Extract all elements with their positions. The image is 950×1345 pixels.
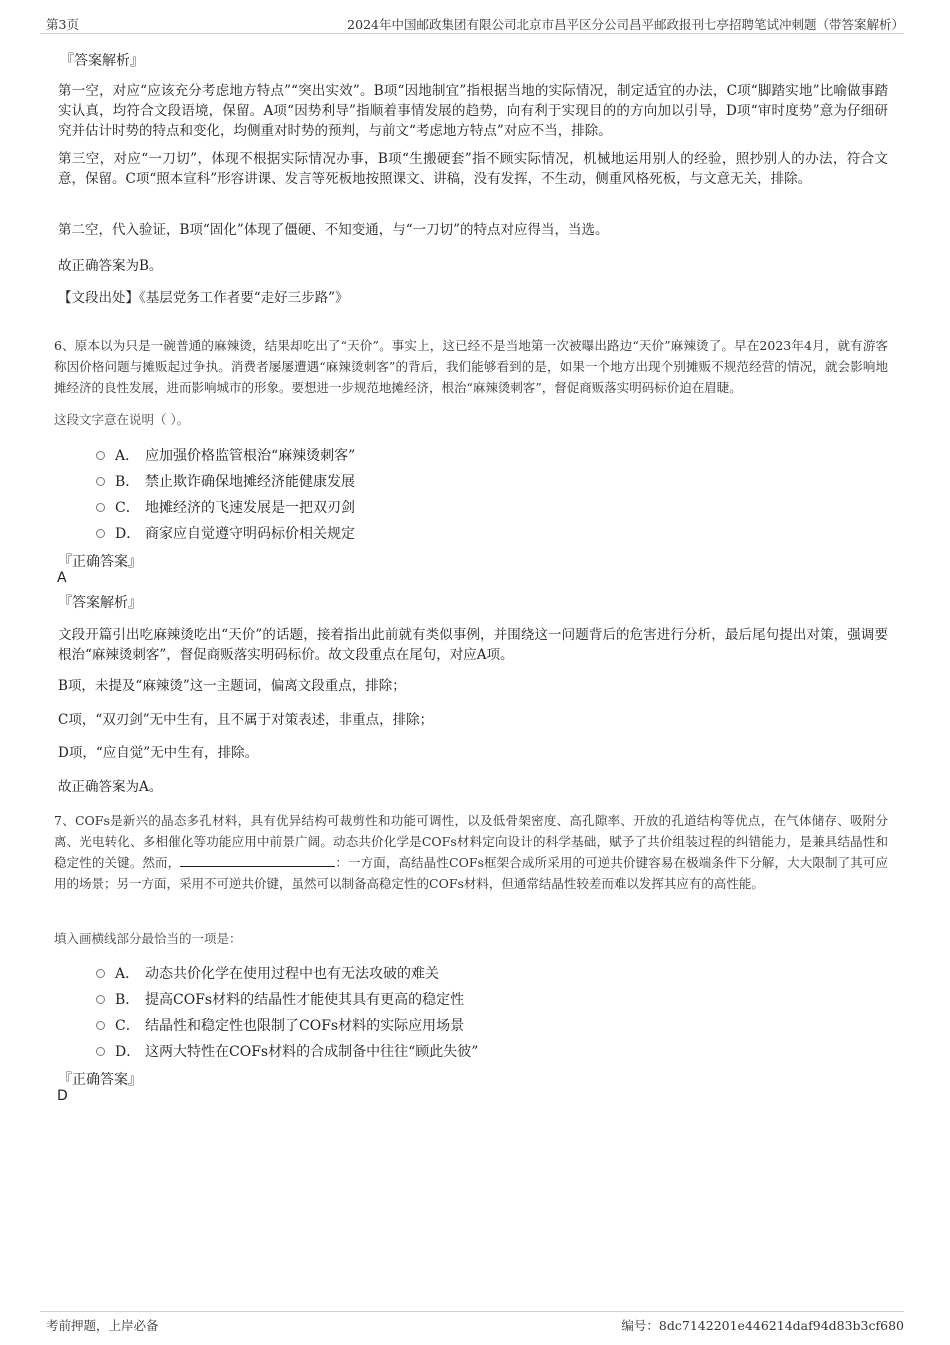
q6-analysis-label: 『答案解析』 [58, 595, 142, 611]
radio-icon[interactable] [96, 529, 105, 538]
q5-analysis-paragraph-1: 第一空，对应“应该充分考虑地方特点”“突出实效”。B项“因地制宜”指根据当地的实际情况，制定适宜的办法，C项“脚踏实地”比喻做事踏实认真，均符合文段语境，保留。A项“因势利导”指顺着事情发展的趋势，向有利于实现目的的方向加以引导，D项“审时度势”意为仔细研究并估计时势的特点和变化，均侧重对时势的预判，与前文“考虑地方特点”对应不当，排除。 [58, 83, 888, 139]
option-letter: B． [115, 474, 140, 490]
option-letter: C． [115, 1018, 140, 1034]
radio-icon[interactable] [96, 477, 105, 486]
radio-icon[interactable] [96, 1021, 105, 1030]
q7-answer-label: 『正确答案』 [58, 1072, 142, 1088]
q6-option-d[interactable] [96, 523, 355, 543]
q6-answer: A [57, 570, 67, 586]
footer-slogan: 考前押题，上岸必备 [46, 1318, 159, 1333]
option-text: 动态共价化学在使用过程中也有无法攻破的难关 [145, 966, 439, 982]
document-title: 2024年中国邮政集团有限公司北京市昌平区分公司昌平邮政报刊七亭招聘笔试冲刺题（带答案解析） [347, 17, 904, 32]
option-text: 禁止欺诈确保地摊经济能健康发展 [145, 474, 355, 490]
q5-conclusion: 故正确答案为B。 [58, 258, 163, 274]
q7-option-d[interactable] [96, 1041, 478, 1061]
q7-answer-blank [180, 853, 335, 867]
radio-icon[interactable] [96, 451, 105, 460]
q6-option-c[interactable] [96, 497, 355, 517]
q7-option-c[interactable] [96, 1015, 464, 1035]
q6-conclusion: 故正确答案为A。 [58, 779, 163, 795]
radio-icon[interactable] [96, 1047, 105, 1056]
q5-analysis-paragraph-3: 第二空，代入验证，B项“固化”体现了僵硬、不知变通，与“一刀切”的特点对应得当，当选。 [58, 222, 609, 238]
option-letter: C． [115, 500, 140, 516]
q6-analysis-paragraph-2: B项，未提及“麻辣烫”这一主题词，偏离文段重点，排除； [58, 678, 406, 694]
option-letter: D． [115, 526, 141, 542]
q6-answer-label: 『正确答案』 [58, 554, 142, 570]
q6-option-a[interactable] [96, 445, 355, 465]
radio-icon[interactable] [96, 969, 105, 978]
option-letter: D． [115, 1044, 141, 1060]
q5-analysis-label: 『答案解析』 [60, 53, 144, 69]
q7-option-a[interactable] [96, 963, 439, 983]
page-header [40, 12, 904, 34]
q7-text-before: 7、COFs是新兴的晶态多孔材料，具有优异结构可裁剪性和功能可调性，以及低骨架密度、高孔隙率、开放的孔道结构等优点，在气体储存、吸附分离、光电转化、多相催化等功能应用中前景广阔。动态共价化学是COFs材料定向设计的科学基础，赋予了共价组装过程的纠错能力，是兼具结晶性和稳定性的关键。然而， [54, 813, 888, 870]
q6-analysis-paragraph-4: D项，“应自觉”无中生有，排除。 [58, 745, 259, 761]
page-number: 第3页 [46, 17, 79, 32]
q7-text-after: ：一方面，高结晶性COFs框架合成所采用的可逆共价键容易在极端条件下分解，大大限制了其可应用的场景；另一方面，采用不可逆共价键，虽然可以制备高稳定性的COFs材料，但通常结晶性较差而难以发挥其应有的高性能。 [54, 855, 888, 891]
q5-source: 【文段出处】《基层党务工作者要“走好三步路”》 [58, 290, 349, 306]
page-footer [40, 1311, 904, 1332]
q7-option-b[interactable] [96, 989, 464, 1009]
option-letter: B． [115, 992, 140, 1008]
radio-icon[interactable] [96, 503, 105, 512]
option-letter: A． [115, 966, 140, 982]
option-letter: A． [115, 448, 140, 464]
option-text: 结晶性和稳定性也限制了COFs材料的实际应用场景 [145, 1018, 465, 1034]
q6-analysis-paragraph-3: C项，“双刃剑”无中生有，且不属于对策表述，非重点，排除； [58, 712, 434, 728]
option-text: 提高COFs材料的结晶性才能使其具有更高的稳定性 [145, 992, 465, 1008]
q6-prompt: 这段文字意在说明（ ）。 [54, 412, 190, 427]
q6-question-text: 6、原本以为只是一碗普通的麻辣烫，结果却吃出了“天价”。事实上，这已经不是当地第一次被曝出路边“天价”麻辣烫了。早在2023年4月，就有游客称因价格问题与摊贩起过争执。消费者屡屡遭遇“麻辣烫刺客”的背后，我们能够看到的是，如果一个地方出现个别摊贩不规范经营的情况，就会影响地摊经济的良性发展，进而影响城市的形象。要想进一步规范地摊经济，根治“麻辣烫刺客”，督促商贩落实明码标价迫在眉睫。 [54, 338, 888, 395]
option-text: 地摊经济的飞速发展是一把双刃剑 [145, 500, 355, 516]
radio-icon[interactable] [96, 995, 105, 1004]
footer-serial: 编号：8dc7142201e446214daf94d83b3cf680 [621, 1318, 904, 1333]
q5-analysis-paragraph-2: 第三空，对应“一刀切”，体现不根据实际情况办事，B项“生搬硬套”指不顾实际情况，机械地运用别人的经验，照抄别人的办法，符合文意，保留。C项“照本宣科”形容讲课、发言等死板地按照课文、讲稿，没有发挥，不生动，侧重风格死板，与文意无关，排除。 [58, 151, 888, 187]
option-text: 商家应自觉遵守明码标价相关规定 [145, 526, 355, 542]
option-text: 这两大特性在COFs材料的合成制备中往往“顾此失彼” [145, 1044, 479, 1060]
q6-option-b[interactable] [96, 471, 355, 491]
q7-question-text [54, 810, 888, 894]
q7-prompt: 填入画横线部分最恰当的一项是： [54, 931, 242, 946]
q6-analysis-paragraph-1: 文段开篇引出吃麻辣烫吃出“天价”的话题，接着指出此前就有类似事例，并围绕这一问题背后的危害进行分析，最后尾句提出对策，强调要根治“麻辣烫刺客”，督促商贩落实明码标价。故文段重点在尾句，对应A项。 [58, 627, 888, 663]
q7-answer: D [57, 1088, 68, 1104]
option-text: 应加强价格监管根治“麻辣烫刺客” [145, 448, 356, 464]
